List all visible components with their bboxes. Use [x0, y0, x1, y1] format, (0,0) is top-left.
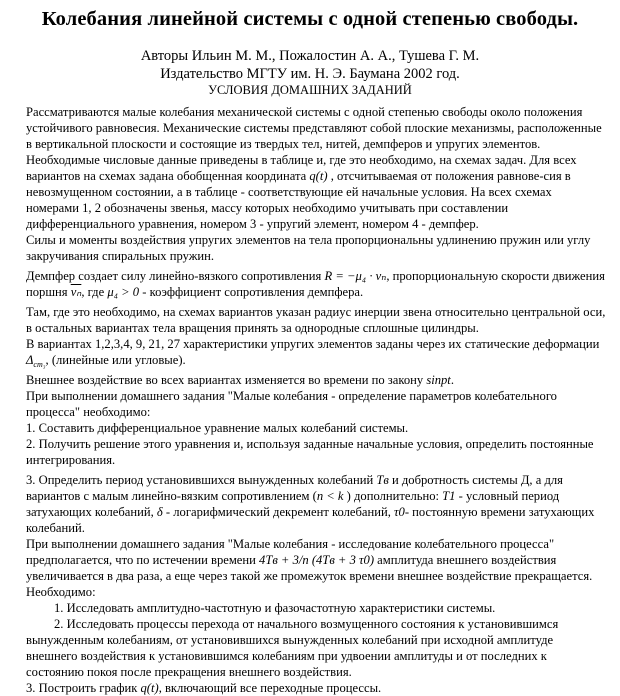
formula-tau0: τ0 — [394, 505, 405, 519]
formula-sinpt: sinpt — [426, 373, 451, 387]
formula-velocity: $\overline{v_n}$ — [70, 285, 82, 299]
formula-time1: 4Tв + 3/n — [259, 553, 309, 567]
formula-damper-force: R = −μ₄ · vₙ — [324, 269, 387, 283]
text: В вариантах 1,2,3,4, 9, 21, 27 характеристики упругих элементов заданы через их статические деформации — [26, 337, 600, 351]
formula-delta-sub: ст₃ — [33, 360, 46, 369]
text: . — [450, 373, 454, 387]
paragraph-task1-intro: При выполнении домашнего задания "Малые колебания - определение параметров колебательного процесса" необходимо: — [26, 389, 557, 419]
text: 2. Исследовать процессы перехода от начального возмущенного состояния к установившимся вынужденным колебаниям, от установившихся вынужденных колебаний при исходной амплитуде внешнего воздействия к установившимся колебаниям при удвоении амплитуды и от последних к состоянию покоя после прекращения внешнего воздействия. — [26, 617, 559, 679]
text: , отсчитываемая от положения равнове-сия в невозмущенном состоянии, а в таблице - соответствующие ей начальные условия. На всех схемах номерами 1, 2 обозначены звенья, массу которых необходимо учитывать при составлении дифференциального уравнения, номером 3 - упругий элемент, номером 4 - демпфер. — [26, 169, 571, 231]
document-body — [26, 104, 606, 696]
text: , включающий все переходные процессы. — [158, 681, 382, 695]
text: , где — [81, 285, 108, 299]
task1-step2: 2. Получить решение этого уравнения и, используя заданные начальные условия, определить постоянные интегрирования. — [26, 437, 594, 467]
task2-step3 — [26, 680, 606, 696]
task1-step3 — [26, 472, 606, 536]
text: Внешнее воздействие во всех вариантах изменяется во времени по закону — [26, 373, 427, 387]
text: 3. Определить период установившихся вынужденных колебаний — [26, 473, 377, 487]
paragraph-intro: Рассматриваются малые колебания механической системы с одной степенью свободы около положения устойчивого равновесия. Механические системы представляют собой плоские механизмы, расположенные в вертикальной плоскости и состоящие из твердых тел, нитей, демпферов и упругих элементов. — [26, 105, 602, 151]
formula-n-less-k: n < k — [316, 489, 344, 503]
paragraph-forces: Силы и моменты воздействия упругих элементов на тела пропорциональны удлинению пружин или углу закручивания спиральных пружин. — [26, 233, 591, 263]
paragraph-damper — [26, 268, 606, 300]
text: - коэффициент сопротивления демпфера. — [139, 285, 364, 299]
text: При выполнении домашнего задания "Малые колебания - исследование колебательного процесса" предполагается, что по истечении времени — [26, 537, 555, 567]
formula-q: q(t) — [140, 681, 159, 695]
authors-line: Авторы Ильин М. М., Пожалостин А. А., Тушева Г. М. — [140, 48, 480, 64]
formula-delta-log: δ — [156, 505, 163, 519]
paragraph-inertia: Там, где это необходимо, на схемах вариантов указан радиус инерции звена относительно центральной оси, в остальных вариантах тела вращения принять за однородные сплошные цилиндры. — [26, 305, 606, 335]
paragraph-variants — [26, 336, 606, 368]
publisher-line: Издательство МГТУ им. Н. Э. Баумана 2002 год. — [160, 66, 460, 82]
formula-Tv: Tв — [376, 473, 389, 487]
paragraph-external — [26, 372, 606, 388]
paragraph-data — [26, 152, 606, 232]
formula-T1: T1 — [442, 489, 456, 503]
task1-step1: 1. Составить дифференциальное уравнение малых колебаний системы. — [26, 421, 409, 435]
text: ) дополнительно: — [343, 489, 443, 503]
task2-step2 — [26, 616, 606, 680]
text: Демпфер создает силу линейно-вязкого сопротивления — [26, 269, 325, 283]
text: - логарифмический декремент колебаний, — [162, 505, 395, 519]
text: - условный период затухающих колебаний, — [26, 489, 560, 519]
text: - постоянную времени затухающих колебаний. — [26, 505, 595, 535]
text: Необходимые числовые данные приведены в таблице и, где это необходимо, на схемах задач. Для всех вариантов на схемах задана обобщенная координата — [26, 153, 577, 183]
text: и добротность системы Д, а для вариантов с малым линейно-вязким сопротивлением ( — [26, 473, 563, 503]
section-heading: УСЛОВИЯ ДОМАШНИХ ЗАДАНИЙ — [208, 83, 412, 97]
document-title: Колебания линейной системы с одной степенью свободы. — [41, 8, 579, 30]
paragraph-task2-intro — [26, 536, 606, 600]
text: 3. Построить график — [26, 681, 141, 695]
text: , пропорциональную скорости движения поршня — [26, 269, 605, 299]
formula-mu: μ₄ > 0 — [107, 285, 140, 299]
text: амплитуда внешнего воздействия увеличивается в два раза, а еще через такой же промежуток времени внешнее воздействие прекращается. Необходимо: — [26, 553, 593, 599]
formula-q: q(t) — [309, 169, 328, 183]
formula-time2: (4Tв + 3 τ0) — [308, 553, 375, 567]
text: , (линейные или угловые). — [45, 353, 186, 367]
task2-step1: 1. Исследовать амплитудно-частотную и фазочастотную характеристики системы. — [54, 601, 496, 615]
formula-delta: Δ — [26, 353, 34, 367]
